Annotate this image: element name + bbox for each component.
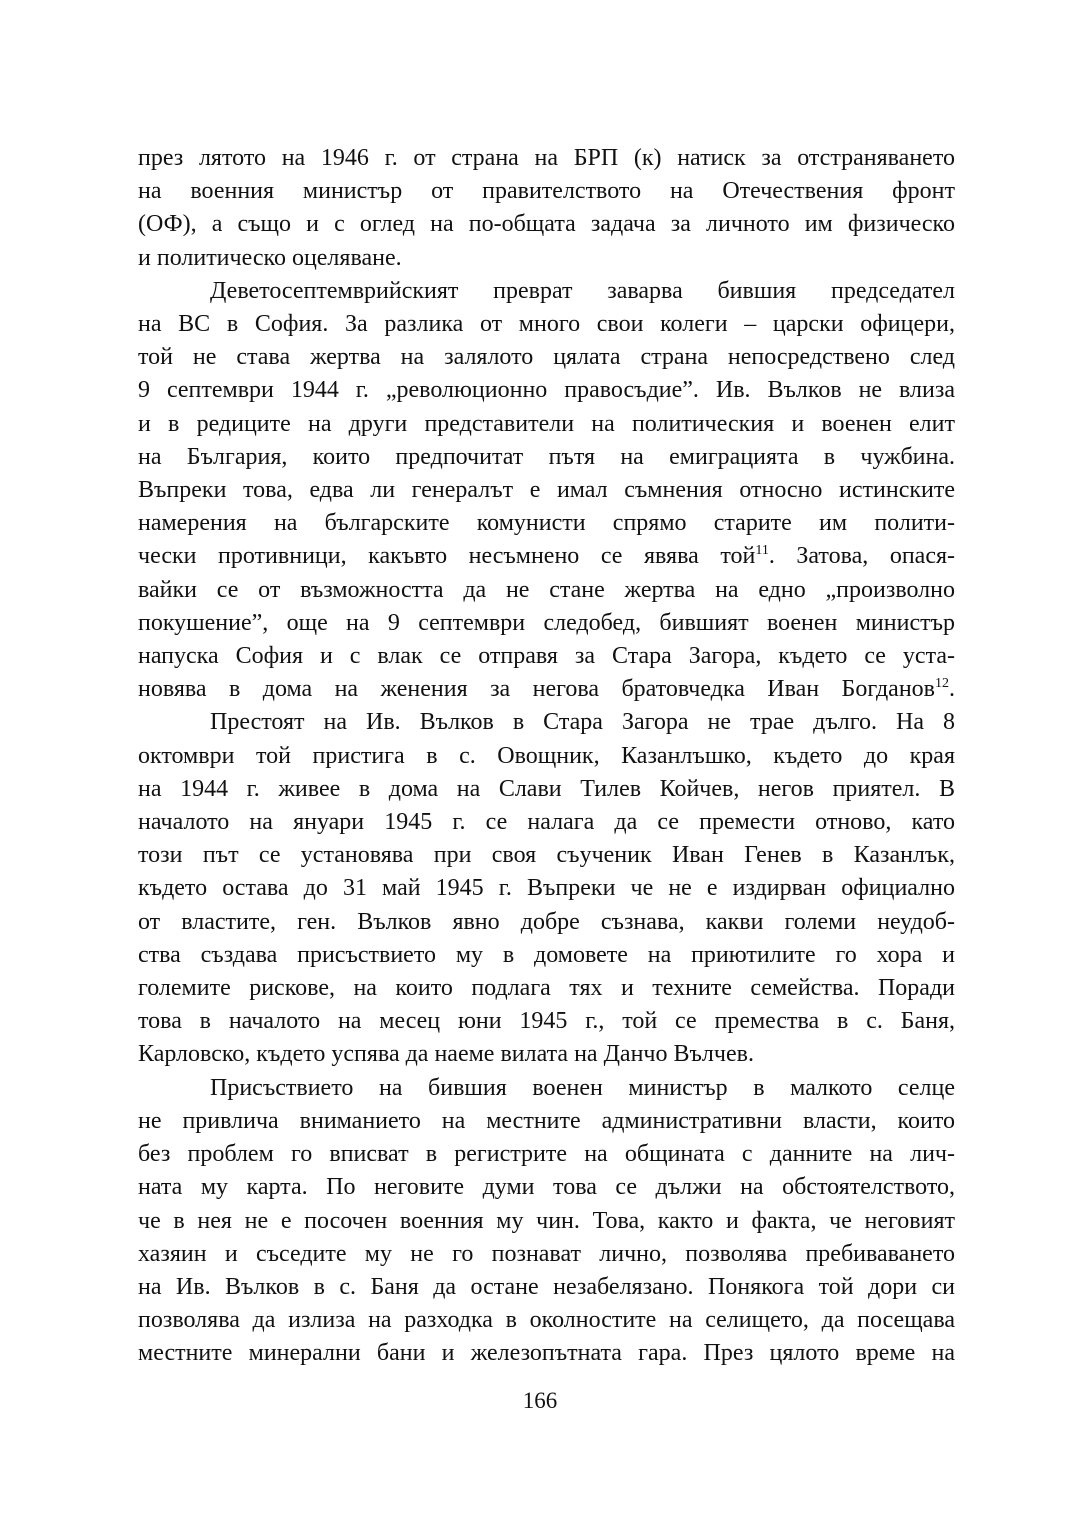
paragraph-2 — [138, 275, 955, 707]
page-number: 166 — [522, 1388, 558, 1413]
text-line: от властите, ген. Вълков явно добре съзнава, какви големи неудоб- — [138, 908, 955, 935]
paragraph-1 — [138, 142, 955, 275]
text-line: покушение”, още на 9 септември следобед, бившият военен министър — [138, 609, 955, 636]
text-line: ства създава присъствието му в домовете на приютилите го хора и — [138, 941, 955, 968]
footnote-ref-12: 12 — [935, 676, 949, 692]
text-line: на Ив. Вълков в с. Баня да остане незабелязано. Понякога той дори си — [138, 1273, 955, 1300]
text-line: на ВС в София. За разлика от много свои колеги – царски офицери, — [138, 311, 955, 338]
text-line: Присъствието на бившия военен министър в малкото селце — [210, 1074, 955, 1101]
text-line: на военния министър от правителството на Отечествения фронт — [138, 178, 955, 205]
text-fragment: чески противници, какъвто несъмнено се явява той — [138, 543, 756, 570]
text-line: където остава до 31 май 1945 г. Въпреки че не е издирван официално — [138, 875, 955, 902]
text-line-with-footnote — [138, 540, 955, 573]
text-line: през лятото на 1946 г. от страна на БРП (к) натиск за отстраняването — [138, 145, 955, 171]
text-line: той не става жертва на залялото цялата страна непосредствено след — [138, 344, 955, 371]
text-line: че в нея не е посочен военния му чин. Това, както и факта, че неговият — [138, 1207, 955, 1234]
text-line: (ОФ), а също и с оглед на по-общата задача за личното им физическо — [138, 211, 955, 238]
text-line: Карловско, където успява да наеме вилата на Данчо Вълчев. — [138, 1041, 754, 1068]
text-line: на 1944 г. живее в дома на Слави Тилев Койчев, негов приятел. В — [138, 775, 955, 802]
text-line: местните минерални бани и железопътната гара. През цялото време на — [138, 1340, 955, 1367]
text-line: позволява да излиза на разходка в околностите на селището, да посещава — [138, 1307, 955, 1334]
text-fragment: . — [949, 676, 955, 703]
text-line: и политическо оцеляване. — [138, 244, 402, 271]
text-line: началото на януари 1945 г. се налага да се премести отново, като — [138, 809, 955, 836]
text-line: Престоят на Ив. Вълков в Стара Загора не трае дълго. На 8 — [210, 709, 955, 736]
text-line: хазяин и съседите му не го познават лично, позволява пребиваването — [138, 1240, 955, 1267]
text-line: Деветосептемврийският преврат заварва бившия председател — [210, 277, 955, 304]
text-line: 9 септември 1944 г. „революционно правосъдие”. Ив. Вълков не влиза — [138, 377, 955, 404]
text-line: ната му карта. По неговите думи това се дължи на обстоятелството, — [138, 1174, 955, 1201]
text-line: Въпреки това, едва ли генералът е имал съмнения относно истинските — [138, 477, 955, 504]
text-line: не привлича вниманието на местните административни власти, които — [138, 1107, 955, 1134]
text-line: октомври той пристига в с. Овощник, Казанлъшко, където до края — [138, 742, 955, 769]
text-fragment: новява в дома на женения за негова братовчедка Иван Богданов — [138, 676, 935, 703]
text-line: намерения на българските комунисти спрямо старите им полити- — [138, 510, 955, 537]
footnote-ref-11: 11 — [755, 543, 769, 559]
paragraph-4 — [138, 1072, 955, 1371]
text-line: вайки се от възможността да не стане жертва на едно „произволно — [138, 576, 955, 603]
text-line-with-footnote — [138, 673, 955, 706]
text-line: големите рискове, на които подлага тях и техните семейства. Поради — [138, 975, 955, 1002]
text-line: на България, които предпочитат пътя на емиграцията в чужбина. — [138, 443, 955, 470]
text-line: и в редиците на други представители на политическия и военен елит — [138, 410, 955, 437]
text-fragment: . Затова, опася- — [768, 543, 956, 570]
text-line: този път се установява при своя съученик Иван Генев в Казанлък, — [138, 842, 955, 869]
page-body — [138, 142, 955, 1371]
text-line: това в началото на месец юни 1945 г., той се премества в с. Баня, — [138, 1008, 955, 1035]
text-line: без проблем го вписват в регистрите на общината с данните на лич- — [138, 1141, 955, 1168]
paragraph-3 — [138, 706, 955, 1071]
text-line: напуска София и с влак се отправя за Стара Загора, където се уста- — [138, 643, 955, 670]
